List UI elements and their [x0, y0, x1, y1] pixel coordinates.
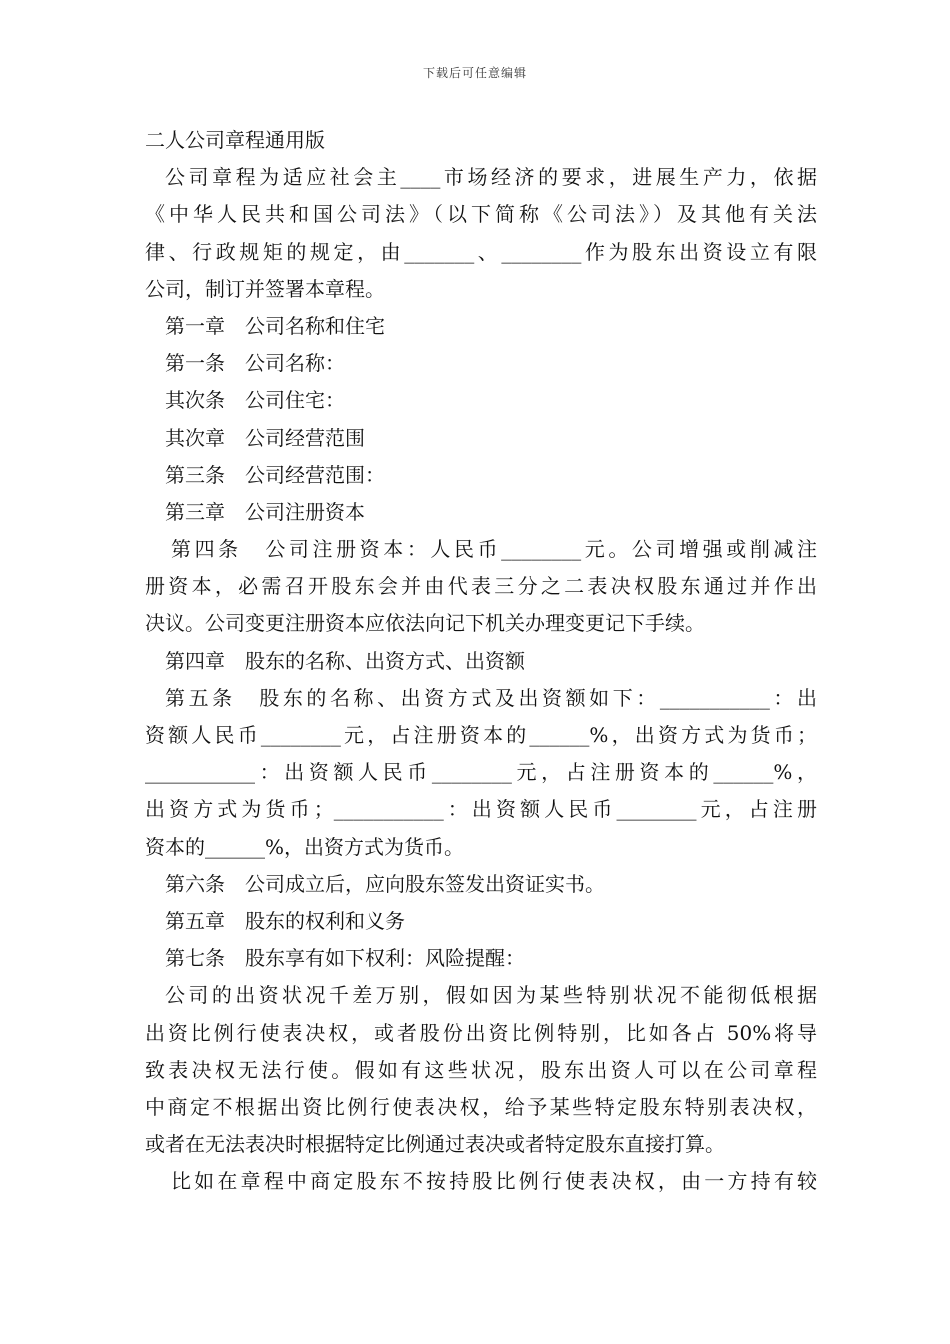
document-line: 出资比例行使表决权，或者股份出资比例特别，比如各占 50%将导 — [145, 1020, 817, 1045]
document-line: 出资方式为货币；___________：出资额人民币________元，占注册 — [145, 797, 817, 822]
document-line: 第四条 公司注册资本：人民币________元。公司增强或削减注 — [171, 537, 817, 562]
document-line: 其次条 公司住宅： — [165, 388, 345, 413]
document-line: 资本的______%，出资方式为货币。 — [145, 834, 465, 859]
document-line: 第四章 股东的名称、出资方式、出资额 — [165, 648, 525, 673]
page-header: 下载后可任意编辑 — [422, 66, 527, 80]
document-line: 公司，制订并签署本章程。 — [145, 276, 385, 301]
document-line: 第三章 公司注册资本 — [165, 499, 365, 524]
document-line: 比如在章程中商定股东不按持股比例行使表决权，由一方持有较 — [171, 1169, 817, 1194]
document-line: 册资本，必需召开股东会并由代表三分之二表决权股东通过并作出 — [145, 574, 817, 599]
document-line: 第六条 公司成立后，应向股东签发出资证实书。 — [165, 871, 605, 896]
document-line: 第七条 股东享有如下权利：风险提醒： — [165, 946, 525, 971]
document-body — [145, 122, 817, 1200]
document-line: 律、行政规矩的规定，由_______、________作为股东出资设立有限 — [145, 239, 817, 264]
document-line: 公司的出资状况千差万别，假如因为某些特别状况不能彻低根据 — [165, 983, 817, 1008]
document-line: 其次章 公司经营范围 — [165, 425, 365, 450]
document-line: 或者在无法表决时根据特定比例通过表决或者特定股东直接打算。 — [145, 1132, 725, 1157]
document-line: 中商定不根据出资比例行使表决权，给予某些特定股东特别表决权， — [145, 1094, 817, 1119]
document-line: 二人公司章程通用版 — [145, 128, 325, 152]
document-line: 公司章程为适应社会主____市场经济的要求，进展生产力，依据 — [165, 165, 817, 190]
document-line: 《中华人民共和国公司法》（以下简称《公司法》）及其他有关法 — [145, 202, 817, 227]
document-line: 第一条 公司名称： — [165, 351, 345, 376]
document-line: 决议。公司变更注册资本应依法向记下机关办理变更记下手续。 — [145, 611, 705, 636]
document-line: ___________：出资额人民币________元，占注册资本的______%， — [145, 760, 817, 785]
document-line: 第五章 股东的权利和义务 — [165, 908, 405, 933]
document-line: 第五条 股东的名称、出资方式及出资额如下：___________：出 — [165, 685, 817, 710]
document-line: 第一章 公司名称和住宅 — [165, 313, 385, 338]
document-line: 资额人民币________元，占注册资本的______%，出资方式为货币； — [145, 723, 817, 747]
document-line: 第三条 公司经营范围： — [165, 462, 385, 487]
document-line: 致表决权无法行使。假如有这些状况，股东出资人可以在公司章程 — [145, 1057, 817, 1082]
